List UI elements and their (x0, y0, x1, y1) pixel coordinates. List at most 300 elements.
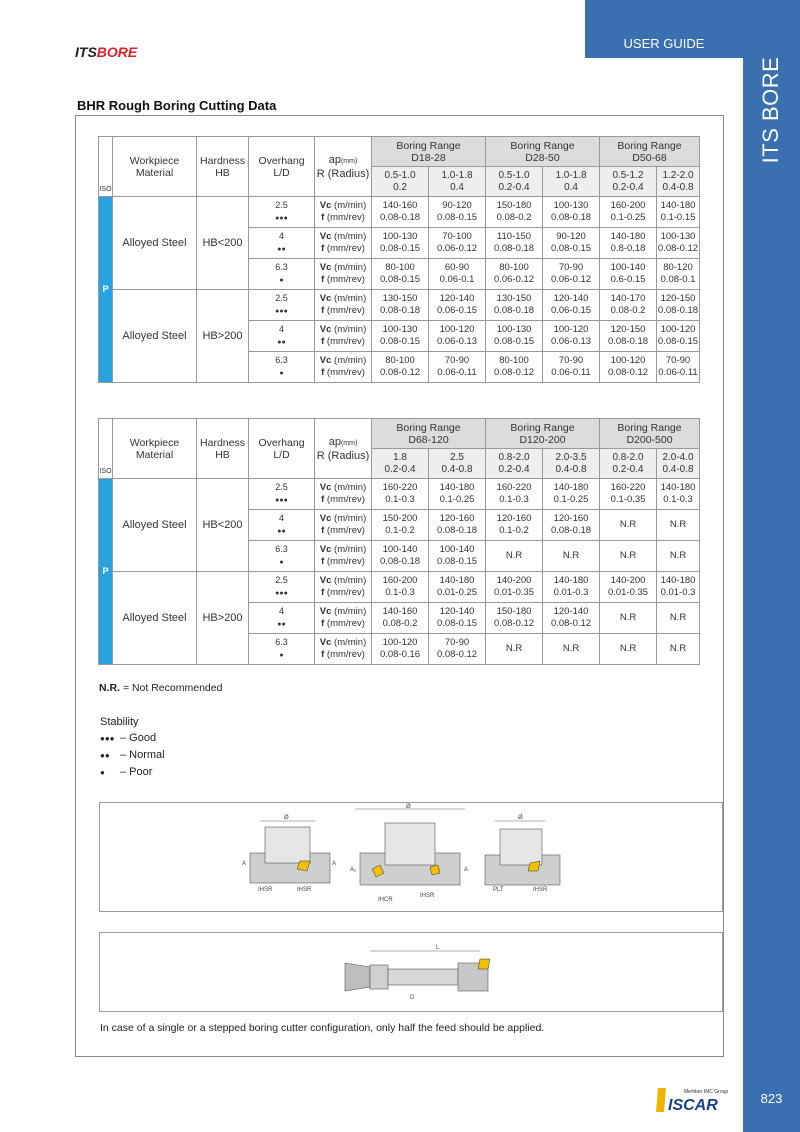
f-unit: (mm/rev) (326, 305, 365, 316)
vc-value: N.R (619, 643, 637, 654)
cutting-value-cell (429, 352, 486, 383)
ap-value: 0.5-1.0 (498, 169, 530, 181)
workpiece-material: Alloyed Steel (113, 572, 197, 665)
vc-value: 120-160 (496, 513, 532, 524)
cutting-value-cell (657, 603, 700, 634)
f-value: 0.06-0.12 (493, 274, 535, 285)
f-value: 0.08-0.12 (379, 367, 421, 378)
ap-radius-values (600, 449, 657, 479)
hardness-value: HB<200 (197, 197, 249, 290)
cutting-value-cell (600, 259, 657, 290)
vc-unit: (m/min) (334, 513, 367, 524)
vc-value: N.R (505, 643, 523, 654)
f-unit: (mm/rev) (326, 587, 365, 598)
boring-range-header (600, 419, 700, 449)
vc-value: 70-90 (444, 355, 470, 366)
vc-f-labels (315, 352, 372, 383)
overhang-value: 4 (279, 231, 285, 241)
vc-value: 140-180 (660, 575, 696, 586)
cutting-value-cell (657, 290, 700, 321)
cutting-value-cell (372, 510, 429, 541)
ap-value: 1.0-1.8 (555, 169, 587, 181)
vc-value: 70-90 (665, 355, 691, 366)
f-unit: (mm/rev) (326, 367, 365, 378)
vc-f-labels (315, 603, 372, 634)
overhang-cell (249, 510, 315, 541)
radius-label: R (Radius) (316, 167, 370, 180)
side-band (743, 0, 800, 1132)
cutting-value-cell (543, 572, 600, 603)
f-value: 0.06-0.13 (436, 336, 478, 347)
overhang-value: 4 (279, 606, 285, 616)
overhang-cell (249, 634, 315, 665)
f-label: f (321, 556, 325, 567)
stability-dots: ●● (277, 339, 286, 346)
boring-range-diameter: D120-200 (519, 433, 566, 446)
ap-value: 0.5-1.2 (612, 169, 644, 181)
f-value: 0.06-0.12 (436, 243, 478, 254)
f-value: 0.6-0.15 (610, 274, 646, 285)
cutting-value-cell (486, 290, 543, 321)
radius-value: 0.2-0.4 (498, 463, 530, 475)
stability-dots: ●● (100, 751, 110, 760)
stability-dots: ●● (277, 528, 286, 535)
cutting-value-cell (486, 634, 543, 665)
vc-value: 140-160 (382, 606, 418, 617)
cutting-value-cell (372, 321, 429, 352)
cutting-value-cell (543, 479, 600, 510)
f-value: 0.08-0.18 (436, 525, 478, 536)
cutting-value-cell (429, 321, 486, 352)
stability-dots: ●●● (275, 497, 288, 504)
tool-assembly-diagram (99, 932, 723, 1012)
vc-value: 80-100 (499, 262, 529, 273)
vc-value: 60-90 (444, 262, 470, 273)
f-unit: (mm/rev) (326, 243, 365, 254)
cutting-value-cell (600, 290, 657, 321)
f-label: f (321, 367, 325, 378)
cutting-value-cell (600, 603, 657, 634)
boring-range-title: Boring Range (510, 421, 575, 434)
f-value: 0.1-0.3 (385, 587, 415, 598)
vc-value: N.R (669, 519, 687, 530)
f-value: 0.06-0.12 (550, 274, 592, 285)
f-unit: (mm/rev) (326, 618, 365, 629)
overhang-cell (249, 259, 315, 290)
cutting-value-cell (486, 541, 543, 572)
overhang-value: 2.5 (275, 482, 288, 492)
f-value: 0.08-0.15 (379, 336, 421, 347)
overhang-value: 4 (279, 324, 285, 334)
vc-label: Vc (319, 513, 332, 524)
dia-3-ihsr-label: IHSR (533, 887, 548, 893)
boring-range-title: Boring Range (396, 139, 461, 152)
f-value: 0.08-0.2 (610, 305, 646, 316)
vc-label: Vc (319, 324, 332, 335)
vc-value: 120-160 (553, 513, 589, 524)
f-value: 0.08-0.1 (660, 274, 696, 285)
f-unit: (mm/rev) (326, 525, 365, 536)
cutting-value-cell (372, 479, 429, 510)
iscar-tagline: Member IMC Group (684, 1089, 729, 1095)
vc-value: 160-200 (382, 575, 418, 586)
cutting-value-cell (600, 197, 657, 228)
radius-value: 0.2 (393, 181, 407, 193)
f-value: 0.06-0.15 (550, 305, 592, 316)
vc-value: N.R (619, 519, 637, 530)
overhang-header: Overhang L/D (249, 419, 315, 479)
f-value: 0.06-0.11 (551, 367, 591, 378)
f-value: 0.06-0.11 (658, 367, 698, 378)
f-value: 0.08-0.18 (379, 556, 421, 567)
vc-value: 140-180 (660, 200, 696, 211)
cutting-value-cell (429, 634, 486, 665)
table-row (99, 479, 700, 510)
cutting-value-cell (543, 634, 600, 665)
table-row (99, 197, 700, 228)
stability-label: – Normal (120, 749, 165, 761)
f-value: 0.1-0.3 (499, 494, 529, 505)
stability-dots: ●●● (100, 734, 115, 743)
f-value: 0.08-0.12 (493, 618, 535, 629)
vc-value: 140-180 (553, 482, 589, 493)
radius-label: R (Radius) (316, 449, 370, 462)
overhang-value: 4 (279, 513, 285, 523)
cutting-data-table-2 (98, 418, 700, 665)
logo-part-its: ITS (75, 44, 97, 60)
vc-f-labels (315, 290, 372, 321)
vc-value: N.R (669, 612, 687, 623)
ap-radius-values (429, 167, 486, 197)
cutting-value-cell (372, 197, 429, 228)
cutting-data-table-1 (98, 136, 700, 383)
boring-range-diameter: D200-500 (626, 433, 673, 446)
vc-label: Vc (319, 293, 332, 304)
nr-abbr: N.R. (99, 682, 120, 694)
vc-value: 100-130 (496, 324, 532, 335)
boring-setup-diagrams (99, 802, 723, 912)
overhang-value: 6.3 (275, 637, 288, 647)
stability-dots: ● (279, 652, 284, 659)
stability-title: Stability (100, 716, 139, 728)
vc-value: 160-200 (610, 200, 646, 211)
ap-value: 1.8 (393, 451, 407, 463)
stability-dots: ●●● (275, 590, 288, 597)
cutting-value-cell (486, 479, 543, 510)
cutting-value-cell (429, 259, 486, 290)
cutting-value-cell (657, 259, 700, 290)
vc-value: 70-90 (558, 262, 584, 273)
cutting-value-cell (600, 510, 657, 541)
boring-range-diameter: D28-50 (525, 151, 560, 164)
vc-value: 140-180 (660, 482, 696, 493)
iscar-logo-mark (656, 1086, 734, 1114)
overhang-value: 6.3 (275, 262, 288, 272)
boring-range-header (372, 137, 486, 167)
overhang-value: 6.3 (275, 544, 288, 554)
ap-value: 2.0-4.0 (662, 451, 694, 463)
boring-range-diameter: D18-28 (411, 151, 446, 164)
ap-label: ap (328, 153, 341, 166)
overhang-cell (249, 352, 315, 383)
f-value: 0.1-0.3 (385, 494, 415, 505)
radius-value: 0.2-0.4 (384, 463, 416, 475)
f-value: 0.08-0.18 (379, 212, 421, 223)
dia-2-diameter-label: Ø (406, 804, 411, 810)
cutting-value-cell (429, 572, 486, 603)
vc-value: 100-130 (553, 200, 589, 211)
f-value: 0.01-0.3 (660, 587, 696, 598)
f-label: f (321, 618, 325, 629)
vc-value: 140-160 (382, 200, 418, 211)
f-value: 0.08-0.18 (493, 305, 535, 316)
vc-value: 120-140 (553, 293, 589, 304)
radius-value: 0.2-0.4 (498, 181, 530, 193)
f-value: 0.08-0.15 (436, 556, 478, 567)
vc-value: 100-120 (553, 324, 589, 335)
hardness-header: Hardness HB (197, 419, 249, 479)
boring-range-title: Boring Range (510, 139, 575, 152)
dia-3-diameter-label: Ø (518, 815, 523, 821)
ap-radius-values (543, 167, 600, 197)
ap-radius-values (600, 167, 657, 197)
vc-label: Vc (319, 575, 332, 586)
cutting-value-cell (372, 290, 429, 321)
cutting-value-cell (657, 228, 700, 259)
overhang-cell (249, 228, 315, 259)
f-value: 0.06-0.1 (439, 274, 475, 285)
f-value: 0.08-0.15 (436, 212, 478, 223)
radius-value: 0.4 (564, 181, 578, 193)
vc-value: 100-120 (382, 637, 418, 648)
nr-text: = Not Recommended (122, 682, 223, 694)
dia-1-ihsr-label: IHSR (258, 887, 273, 893)
vc-value: 100-120 (610, 355, 646, 366)
cutting-value-cell (543, 510, 600, 541)
page-number: 823 (760, 1091, 783, 1106)
f-value: 0.08-0.12 (436, 649, 478, 660)
ap-radius-header (315, 137, 372, 197)
boring-setup-illustration (100, 803, 722, 911)
f-value: 0.01-0.35 (607, 587, 649, 598)
vc-label: Vc (319, 231, 332, 242)
boring-range-header (486, 137, 600, 167)
cutting-value-cell (600, 541, 657, 572)
dia-3-plt-label: PLT (493, 887, 504, 893)
f-value: 0.1-0.25 (553, 494, 589, 505)
vc-value: 150-200 (382, 513, 418, 524)
vc-value: 150-180 (496, 606, 532, 617)
ap-radius-values (486, 449, 543, 479)
radius-value: 0.4-0.8 (441, 463, 473, 475)
cutting-value-cell (543, 290, 600, 321)
f-unit: (mm/rev) (326, 274, 365, 285)
vc-unit: (m/min) (334, 293, 367, 304)
boring-range-header (600, 137, 700, 167)
ap-radius-values (657, 449, 700, 479)
f-value: 0.8-0.18 (610, 243, 646, 254)
radius-value: 0.2-0.4 (612, 463, 644, 475)
cutting-value-cell (657, 197, 700, 228)
ap-radius-values (372, 167, 429, 197)
radius-value: 0.4 (450, 181, 464, 193)
dia-2-a1-label: A₁ (350, 867, 357, 873)
vc-value: 90-120 (556, 231, 586, 242)
vc-f-labels (315, 541, 372, 572)
vc-value: 120-160 (439, 513, 475, 524)
user-guide-label: USER GUIDE (623, 36, 705, 51)
ap-radius-values (543, 449, 600, 479)
f-value: 0.1-0.25 (439, 494, 475, 505)
vc-label: Vc (319, 637, 332, 648)
iso-group-p: P (99, 479, 113, 665)
f-value: 0.08-0.15 (493, 336, 535, 347)
cutting-value-cell (372, 352, 429, 383)
cutting-value-cell (429, 197, 486, 228)
f-label: f (321, 494, 325, 505)
vc-value: 100-120 (439, 324, 475, 335)
vc-value: 120-150 (610, 324, 646, 335)
stability-dots: ● (279, 370, 284, 377)
f-label: f (321, 336, 325, 347)
vc-unit: (m/min) (334, 606, 367, 617)
workpiece-header: Workpiece Material (113, 419, 197, 479)
f-value: 0.08-0.2 (496, 212, 532, 223)
ap-value: 1.0-1.8 (441, 169, 473, 181)
dia-2-ihsr-label: IHSR (420, 893, 435, 899)
hardness-header: Hardness HB (197, 137, 249, 197)
f-value: 0.08-0.18 (607, 336, 649, 347)
vc-value: N.R (562, 643, 580, 654)
cutting-value-cell (657, 634, 700, 665)
iso-header: ISO (99, 137, 113, 197)
overhang-cell (249, 197, 315, 228)
vc-value: 80-120 (663, 262, 693, 273)
cutting-value-cell (600, 321, 657, 352)
vc-label: Vc (319, 606, 332, 617)
boring-range-diameter: D50-68 (632, 151, 667, 164)
f-value: 0.01-0.25 (436, 587, 478, 598)
vc-value: N.R (562, 550, 580, 561)
header-row (99, 137, 700, 167)
ap-unit: (mm) (340, 439, 358, 447)
iscar-logo (656, 1086, 734, 1114)
table-row (99, 290, 700, 321)
vc-f-labels (315, 259, 372, 290)
vc-value: N.R (619, 550, 637, 561)
vc-value: 160-220 (610, 482, 646, 493)
boring-range-title: Boring Range (617, 139, 682, 152)
cutting-value-cell (429, 603, 486, 634)
cutting-value-cell (600, 479, 657, 510)
vc-value: N.R (505, 550, 523, 561)
cutting-value-cell (657, 510, 700, 541)
vc-value: 140-200 (496, 575, 532, 586)
cutting-value-cell (600, 228, 657, 259)
vc-value: 120-140 (553, 606, 589, 617)
overhang-cell (249, 541, 315, 572)
cutting-value-cell (372, 572, 429, 603)
dia-1-a-label-right: A (332, 861, 337, 867)
f-value: 0.08-0.12 (607, 367, 649, 378)
vc-value: 120-150 (660, 293, 696, 304)
boring-range-title: Boring Range (396, 421, 461, 434)
cutting-value-cell (543, 352, 600, 383)
f-value: 0.1-0.15 (660, 212, 696, 223)
vc-value: 80-100 (499, 355, 529, 366)
ap-radius-values (486, 167, 543, 197)
f-value: 0.08-0.2 (382, 618, 418, 629)
boring-range-title: Boring Range (617, 421, 682, 434)
iscar-name: ISCAR (668, 1097, 718, 1114)
vc-unit: (m/min) (334, 262, 367, 273)
workpiece-material: Alloyed Steel (113, 290, 197, 383)
vc-value: 160-220 (496, 482, 532, 493)
vc-value: 140-170 (610, 293, 646, 304)
cutting-value-cell (429, 479, 486, 510)
feed-footnote: In case of a single or a stepped boring cutter configuration, only half the feed should be applied. (100, 1022, 545, 1034)
vc-value: 140-180 (439, 575, 475, 586)
vc-value: 70-90 (444, 637, 470, 648)
cutting-value-cell (486, 259, 543, 290)
f-value: 0.01-0.35 (493, 587, 535, 598)
boring-range-header (372, 419, 486, 449)
overhang-value: 2.5 (275, 575, 288, 585)
cutting-value-cell (372, 541, 429, 572)
f-value: 0.08-0.15 (436, 618, 478, 629)
vc-value: 110-150 (496, 231, 532, 242)
stability-label: – Good (120, 732, 157, 744)
vc-label: Vc (319, 262, 332, 273)
vc-value: 80-100 (385, 355, 415, 366)
f-value: 0.08-0.12 (550, 618, 592, 629)
stability-label: – Poor (120, 766, 153, 778)
f-unit: (mm/rev) (326, 212, 365, 223)
vc-value: 140-180 (610, 231, 646, 242)
stability-dots: ● (279, 559, 284, 566)
overhang-cell (249, 572, 315, 603)
workpiece-material: Alloyed Steel (113, 197, 197, 290)
f-value: 0.06-0.15 (436, 305, 478, 316)
vc-value: N.R (619, 612, 637, 623)
f-value: 0.1-0.3 (663, 494, 693, 505)
workpiece-material: Alloyed Steel (113, 479, 197, 572)
cutting-value-cell (486, 228, 543, 259)
f-value: 0.08-0.18 (657, 305, 699, 316)
f-value: 0.08-0.18 (550, 525, 592, 536)
cutting-value-cell (657, 352, 700, 383)
workpiece-header: Workpiece Material (113, 137, 197, 197)
vc-value: 130-150 (496, 293, 532, 304)
vc-unit: (m/min) (334, 482, 367, 493)
hardness-value: HB>200 (197, 290, 249, 383)
vc-unit: (m/min) (334, 575, 367, 586)
vc-value: 140-200 (610, 575, 646, 586)
iso-header: ISO (99, 419, 113, 479)
vc-value: N.R (669, 550, 687, 561)
cutting-value-cell (486, 321, 543, 352)
diameter-d-label: D (410, 995, 415, 1001)
vc-unit: (m/min) (334, 200, 367, 211)
f-value: 0.08-0.15 (657, 336, 699, 347)
stability-dots: ●● (277, 246, 286, 253)
vc-value: 100-130 (660, 231, 696, 242)
ap-radius-values (429, 449, 486, 479)
cutting-value-cell (657, 321, 700, 352)
vc-label: Vc (319, 200, 332, 211)
boring-range-diameter: D68-120 (408, 433, 449, 446)
dia-2-a-label: A (464, 867, 469, 873)
